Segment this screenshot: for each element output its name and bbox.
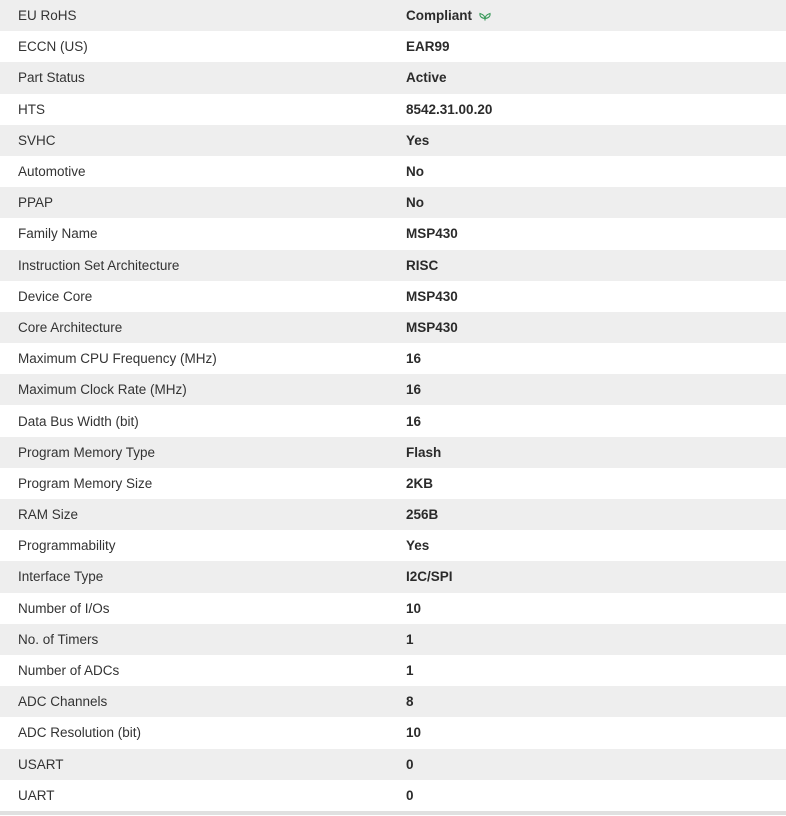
spec-label: RAM Size (18, 507, 79, 523)
spec-label: Number of I/Os (18, 600, 110, 616)
spec-row-eccn (0, 31, 786, 62)
spec-value: Yes (406, 538, 430, 554)
spec-label: Interface Type (18, 569, 104, 585)
spec-row-number-of-adcs (0, 655, 786, 686)
spec-label: Automotive (18, 164, 86, 180)
spec-row-program-memory-type (0, 437, 786, 468)
spec-label: Program Memory Size (18, 475, 153, 491)
spec-row-isa (0, 250, 786, 281)
spec-value: Active (406, 70, 447, 86)
spec-row-interface-type (0, 561, 786, 592)
spec-label: Core Architecture (18, 319, 123, 335)
spec-label: ADC Channels (18, 694, 108, 710)
spec-label: Maximum Clock Rate (MHz) (18, 382, 187, 398)
spec-value: 0 (406, 787, 414, 803)
spec-value: 16 (406, 351, 422, 367)
spec-value: 10 (406, 600, 422, 616)
spec-value: 1 (406, 663, 414, 679)
spec-value: Flash (406, 444, 442, 460)
spec-label: Maximum CPU Frequency (MHz) (18, 351, 217, 367)
spec-label: Part Status (18, 70, 85, 86)
spec-value: I2C/SPI (406, 569, 453, 585)
spec-row-programmability (0, 530, 786, 561)
spec-row-core-architecture (0, 312, 786, 343)
spec-label: ECCN (US) (18, 39, 88, 55)
spec-value: RISC (406, 257, 439, 273)
spec-value: MSP430 (406, 319, 458, 335)
spec-value-cell (406, 0, 786, 31)
spec-row-max-clock-rate (0, 374, 786, 405)
spec-row-hts (0, 94, 786, 125)
spec-row-timers (0, 624, 786, 655)
spec-row-eu-rohs (0, 0, 786, 31)
spec-row-device-core (0, 281, 786, 312)
spec-label: SVHC (18, 132, 56, 148)
spec-value: Yes (406, 132, 430, 148)
spec-label: PPAP (18, 195, 54, 211)
leaf-icon (478, 10, 492, 21)
spec-label: Family Name (18, 226, 98, 242)
spec-label: ADC Resolution (bit) (18, 725, 142, 741)
spec-label: Data Bus Width (bit) (18, 413, 139, 429)
spec-row-uart (0, 780, 786, 811)
spec-label: No. of Timers (18, 631, 99, 647)
spec-label: Programmability (18, 538, 116, 554)
spec-value: 8542.31.00.20 (406, 101, 493, 117)
spec-label: Program Memory Type (18, 444, 156, 460)
spec-value: No (406, 195, 424, 211)
spec-value: MSP430 (406, 288, 458, 304)
spec-row-ram-size (0, 499, 786, 530)
spec-value: EAR99 (406, 39, 450, 55)
spec-label: Instruction Set Architecture (18, 257, 180, 273)
spec-row-program-memory-size (0, 468, 786, 499)
spec-row-adc-channels (0, 686, 786, 717)
spec-value: 256B (406, 507, 439, 523)
spec-label: EU RoHS (18, 8, 77, 24)
spec-row-adc-resolution (0, 717, 786, 748)
spec-row-family-name (0, 218, 786, 249)
spec-row-number-of-ios (0, 593, 786, 624)
spec-label: Device Core (18, 288, 93, 304)
spec-value: 10 (406, 725, 422, 741)
spec-value: 8 (406, 694, 414, 710)
spec-row-ppap (0, 187, 786, 218)
spec-value: 0 (406, 756, 414, 772)
spec-label: Number of ADCs (18, 663, 120, 679)
spec-label: USART (18, 756, 64, 772)
spec-value: 16 (406, 382, 422, 398)
spec-row-part-status (0, 62, 786, 93)
spec-label: HTS (18, 101, 45, 117)
spec-value: 16 (406, 413, 422, 429)
spec-value: 1 (406, 631, 414, 647)
spec-row-svhc (0, 125, 786, 156)
spec-row-max-cpu-frequency (0, 343, 786, 374)
spec-value: 2KB (406, 475, 434, 491)
spec-value: MSP430 (406, 226, 458, 242)
spec-row-usart (0, 749, 786, 780)
spec-row-automotive (0, 156, 786, 187)
spec-value: No (406, 164, 424, 180)
table-bottom-border (0, 811, 786, 815)
spec-row-data-bus-width (0, 405, 786, 436)
spec-value: Compliant (406, 8, 472, 24)
spec-label: UART (18, 787, 55, 803)
